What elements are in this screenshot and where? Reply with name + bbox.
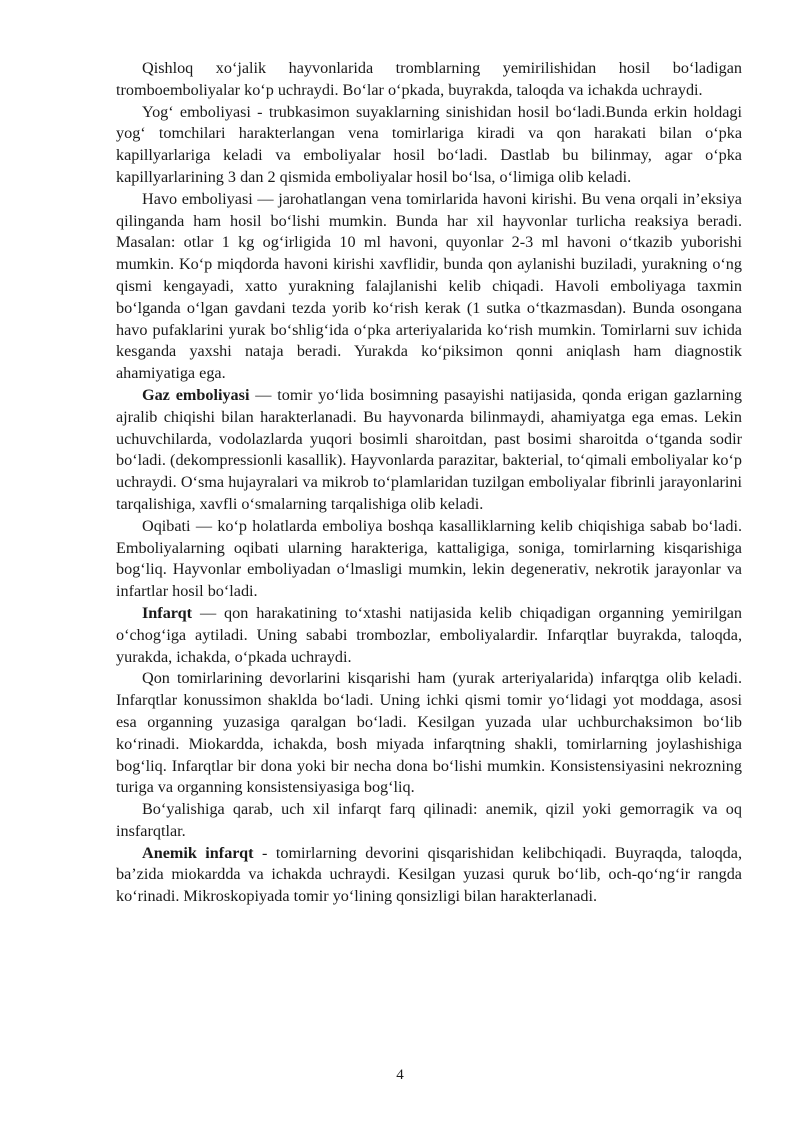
document-body	[116, 58, 742, 908]
paragraph-text: Havo emboliyasi — jarohatlangan vena tomirlarida havoni kirishi. Bu vena orqali in’eksiya qilinganda ham hosil bo‘lishi mumkin. Bunda har xil hayvonlar turlicha reaksiya beradi. Masalan: otlar 1 kg og‘irligida 10 ml havoni, quyonlar 2-3 ml havoni o‘tkazib yuborishi mumkin. Ko‘p miqdorda havoni kirishi xavflidir, bunda qon aylanishi buziladi, yurakning o‘ng qismi kengayadi, xatto yurakning falajlanishi kelib chiqadi. Havoli emboliyaga taxmin bo‘lganda o‘lgan gavdani tezda yorib ko‘rish kerak (1 sutka o‘tkazmasdan). Bunda osongana havo pufaklarini yurak bo‘shlig‘ida o‘pka arteriyalarida ko‘rish mumkin. Tomirlarni suv ichida kesganda yaxshi nataja beradi. Yurakda ko‘piksimon qonni aniqlash ham diagnostik ahamiyatiga ega.	[116, 189, 742, 383]
term-heading: Infarqt	[142, 603, 193, 622]
paragraph-text: — tomir yo‘lida bosimning pasayishi natijasida, qonda erigan gazlarning ajralib chiqishi bilan harakterlanadi. Bu hayvonarda bilinmaydi, ahamiyatga ega emas. Lekin uchuvchilarda, vodolazlarda yuqori bosimli sharoitdan, past bosimi sharoitda o‘tganda sodir bo‘ladi. (dekompressionli kasallik). Hayvonlarda parazitar, bakterial, to‘qimali emboliyalar ko‘p uchraydi. O‘sma hujayralari va mikrob to‘plamlaridan tuzilgan emboliyalar fibrinli jarayonlarini tarqalishiga, xavfli o‘smalarning tarqalishiga olib keladi.	[116, 385, 742, 513]
term-heading: Anemik infarqt	[142, 843, 254, 862]
paragraph-text: Bo‘yalishiga qarab, uch xil infarqt farq qilinadi: anemik, qizil yoki gemorragik va oq insfarqtlar.	[116, 800, 742, 840]
paragraph-havo-emboliyasi	[116, 189, 742, 385]
paragraph-text: Qon tomirlarining devorlarini kisqarishi ham (yurak arteriyalarida) infarqtga olib keladi. Infarqtlar konussimon shaklda bo‘ladi. Uning ichki qismi tomir yo‘lidagi yot moddaga, asosi esa organning yuzasiga qaralgan bo‘ladi. Kesilgan yuzada ular uchburchaksimon bo‘lib ko‘rinadi. Miokardda, ichakda, bosh miyada infarqtning shakli, tomirlarning joylashishiga bog‘liq. Infarqtlar bir dona yoki bir necha dona bo‘lishi mumkin. Konsistensiyasini nekrozning turiga va organning konsistensiyasiga bog‘liq.	[116, 669, 742, 797]
paragraph-text: Oqibati — ko‘p holatlarda emboliya boshqa kasalliklarning kelib chiqishiga sabab bo‘ladi. Emboliyalarning oqibati ularning harakteriga, kattaligiga, soniga, tomirlarning kisqarishiga bog‘liq. Hayvonlar emboliyadan o‘lmasligi mumkin, lekin degenerativ, nekrotik jarayonlar va infartlar hosil bo‘ladi.	[116, 516, 742, 601]
paragraph-tomir-devorlari	[116, 668, 742, 799]
paragraph-gaz-emboliyasi	[116, 385, 742, 516]
paragraph-text: — qon harakatining to‘xtashi natijasida kelib chiqadigan organning yemirilgan o‘chog‘iga aytiladi. Uning sababi trombozlar, emboliyalardir. Infarqtlar buyrakda, taloqda, yurakda, ichakda, o‘pkada uchraydi.	[116, 603, 742, 666]
paragraph-boyalishi	[116, 799, 742, 843]
term-heading: Gaz emboliyasi	[142, 385, 250, 404]
paragraph-infarqt	[116, 603, 742, 668]
paragraph-text: Qishloq xo‘jalik hayvonlarida tromblarning yemirilishidan hosil bo‘ladigan tromboemboliyalar ko‘p uchraydi. Bo‘lar o‘pkada, buyrakda, taloqda va ichakda uchraydi.	[116, 59, 742, 99]
paragraph-yog-emboliyasi	[116, 102, 742, 189]
page-number: 4	[396, 1067, 404, 1083]
paragraph-text: Yog‘ emboliyasi - trubkasimon suyaklarning sinishidan hosil bo‘ladi.Bunda erkin holdagi yog‘ tomchilari harakterlangan vena tomirlariga kiradi va qon harakati bilan o‘pka kapillyarlariga keladi va emboliyalar hosil bo‘ladi. Dastlab bu bilinmay, agar o‘pka kapillyarlarining 3 dan 2 qismida emboliyalar hosil bo‘lsa, o‘limiga olib keladi.	[116, 102, 742, 186]
paragraph-tromboemboliya	[116, 58, 742, 102]
paragraph-oqibati	[116, 516, 742, 603]
paragraph-text: - tomirlarning devorini qisqarishidan kelibchiqadi. Buyraqda, taloqda, ba’zida miokardda va ichakda uchraydi. Kesilgan yuzasi quruk bo‘lib, och-qo‘ng‘ir rangda ko‘rinadi. Mikroskopiyada tomir yo‘lining qonsizligi bilan harakterlanadi.	[116, 843, 742, 906]
paragraph-anemik-infarqt	[116, 843, 742, 908]
